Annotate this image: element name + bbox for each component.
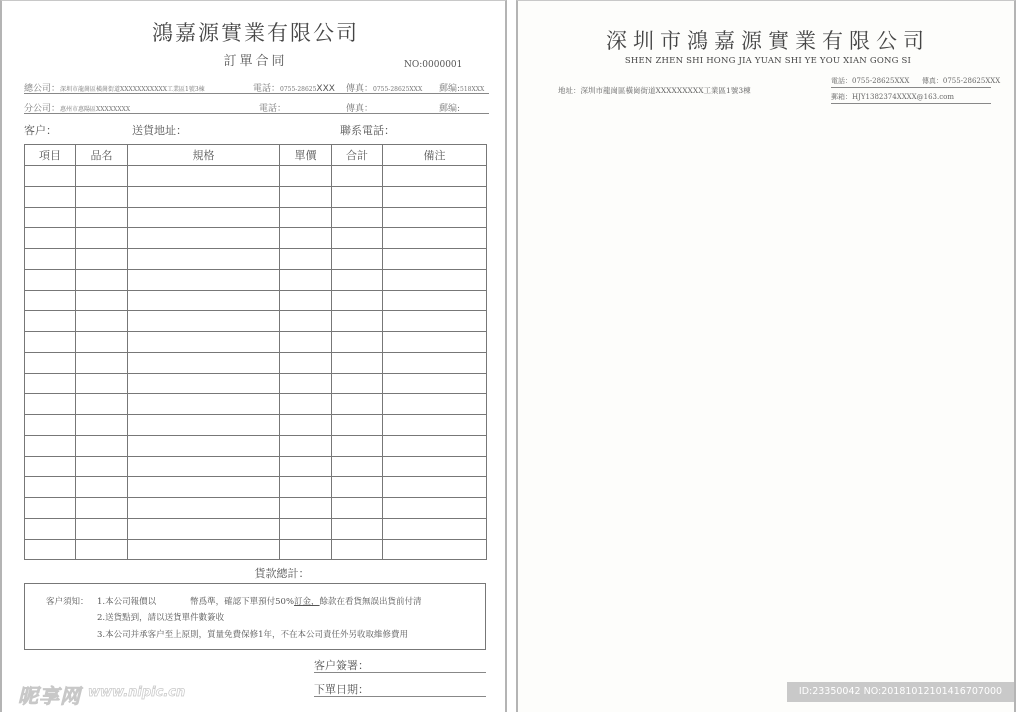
column-header-item: 項目 xyxy=(25,145,76,166)
table-cell xyxy=(128,477,280,498)
table-row xyxy=(25,290,487,311)
table-cell xyxy=(280,518,332,539)
head-office-group xyxy=(24,81,205,94)
table-cell xyxy=(383,352,487,373)
delivery-address-label: 送貨地址： xyxy=(132,124,187,137)
table-cell xyxy=(332,249,383,270)
table-cell xyxy=(128,415,280,436)
table-cell xyxy=(76,539,128,560)
table-cell xyxy=(76,311,128,332)
head-office-phone-group xyxy=(253,81,335,94)
table-row xyxy=(25,435,487,456)
branch-phone-label: 電話： xyxy=(259,104,287,114)
table-cell xyxy=(383,166,487,187)
table-row xyxy=(25,477,487,498)
table-cell xyxy=(280,290,332,311)
note-line-3: 3.本公司并承客户至上原則，質量免費保修1年，不在本公司責任外另收取維修費用 xyxy=(97,630,409,640)
watermark-url: www.nipic.cn xyxy=(88,685,186,700)
table-cell xyxy=(76,186,128,207)
postcode-label: 郵编: xyxy=(439,84,461,94)
table-cell xyxy=(280,311,332,332)
table-cell xyxy=(25,394,76,415)
table-cell xyxy=(280,477,332,498)
table-cell xyxy=(332,435,383,456)
table-cell xyxy=(76,373,128,394)
table-cell xyxy=(332,207,383,228)
column-header-specification: 規格 xyxy=(128,145,280,166)
table-cell xyxy=(332,166,383,187)
table-cell xyxy=(25,332,76,353)
table-cell xyxy=(25,311,76,332)
table-cell xyxy=(76,207,128,228)
column-header-subtotal: 合計 xyxy=(332,145,383,166)
table-cell xyxy=(76,477,128,498)
table-row xyxy=(25,269,487,290)
branch-fax-label: 傳真： xyxy=(346,104,374,114)
phone-label: 電話： xyxy=(831,77,852,85)
table-cell xyxy=(76,435,128,456)
table-cell xyxy=(128,539,280,560)
table-cell xyxy=(76,394,128,415)
table-cell xyxy=(280,373,332,394)
table-cell xyxy=(383,249,487,270)
table-cell xyxy=(128,352,280,373)
head-office-postcode-group xyxy=(439,81,484,94)
table-cell xyxy=(128,269,280,290)
table-cell xyxy=(280,394,332,415)
table-cell xyxy=(25,352,76,373)
table-row xyxy=(25,498,487,519)
order-date-label: 下單日期： xyxy=(314,683,369,696)
table-cell xyxy=(332,373,383,394)
table-cell xyxy=(76,498,128,519)
table-cell xyxy=(76,352,128,373)
document-number: NO:0000001 xyxy=(404,60,463,70)
table-cell xyxy=(280,269,332,290)
table-cell xyxy=(128,228,280,249)
customer-label: 客户： xyxy=(24,124,57,137)
fax-value: 0755-28625XXX xyxy=(942,77,1001,85)
table-cell xyxy=(25,477,76,498)
table-header-row xyxy=(25,145,487,166)
table-cell xyxy=(332,186,383,207)
table-cell xyxy=(383,228,487,249)
table-cell xyxy=(280,166,332,187)
table-cell xyxy=(332,332,383,353)
table-cell xyxy=(383,269,487,290)
branch-office-label: 分公司： xyxy=(24,104,61,114)
table-row xyxy=(25,332,487,353)
order-table xyxy=(24,144,487,560)
table-row xyxy=(25,228,487,249)
table-cell xyxy=(128,249,280,270)
company-title: 鴻嘉源實業有限公司 xyxy=(152,21,359,45)
table-row xyxy=(25,394,487,415)
branch-postcode-label: 郵编: xyxy=(439,104,461,114)
table-cell xyxy=(280,498,332,519)
phone-label: 電話： xyxy=(253,84,281,94)
table-cell xyxy=(383,394,487,415)
note-1-deposit: 訂金， xyxy=(294,597,320,607)
table-cell xyxy=(332,456,383,477)
table-cell xyxy=(280,332,332,353)
table-cell xyxy=(383,290,487,311)
table-cell xyxy=(76,415,128,436)
table-cell xyxy=(280,228,332,249)
document-title: 訂單合同 xyxy=(223,54,288,69)
table-cell xyxy=(76,166,128,187)
table-cell xyxy=(383,415,487,436)
table-cell xyxy=(332,394,383,415)
letterhead-company-pinyin: SHEN ZHEN SHI HONG JIA YUAN SHI YE YOU XIAN GONG SI xyxy=(624,56,912,66)
table-cell xyxy=(76,249,128,270)
table-cell xyxy=(383,498,487,519)
table-cell xyxy=(332,311,383,332)
table-cell xyxy=(25,166,76,187)
email-value: HJY1382374XXXX@163.com xyxy=(852,93,954,101)
total-amount-label: 貨款總計： xyxy=(254,567,310,580)
table-cell xyxy=(128,290,280,311)
table-cell xyxy=(383,207,487,228)
column-header-unit-price: 單價 xyxy=(280,145,332,166)
table-cell xyxy=(128,311,280,332)
table-cell xyxy=(332,415,383,436)
table-cell xyxy=(332,290,383,311)
table-cell xyxy=(76,269,128,290)
table-row xyxy=(25,249,487,270)
branch-office-address: 惠州市惠陽區XXXXXXXX xyxy=(60,106,131,113)
phone-value: 0755-28625 xyxy=(280,86,317,93)
head-office-address: 深圳市龍崗區橫崗街道XXXXXXXXXXX工業區1號3棟 xyxy=(60,86,205,93)
letterhead-email-line xyxy=(831,92,991,104)
postcode-value: 518XXX xyxy=(460,86,485,93)
table-cell xyxy=(128,394,280,415)
table-cell xyxy=(128,166,280,187)
branch-office-line xyxy=(24,99,489,114)
table-row xyxy=(25,166,487,187)
table-cell xyxy=(76,228,128,249)
table-cell xyxy=(332,477,383,498)
head-office-line xyxy=(24,79,489,94)
table-row xyxy=(25,415,487,436)
phone-value: 0755-28625XXX xyxy=(852,77,910,85)
table-cell xyxy=(332,498,383,519)
table-cell xyxy=(383,456,487,477)
table-cell xyxy=(128,498,280,519)
table-cell xyxy=(25,373,76,394)
note-1-part-a: 1.本公司報價以 xyxy=(97,597,157,607)
fax-value: 0755-28625XXX xyxy=(373,86,423,93)
order-contract-page xyxy=(0,0,507,712)
table-cell xyxy=(383,332,487,353)
table-row xyxy=(25,352,487,373)
table-cell xyxy=(332,539,383,560)
table-cell xyxy=(128,332,280,353)
table-cell xyxy=(25,498,76,519)
table-cell xyxy=(280,352,332,373)
table-cell xyxy=(25,207,76,228)
image-id-badge: ID:23350042 NO:20181012101416707000 xyxy=(787,682,1014,702)
table-cell xyxy=(128,373,280,394)
fax-label: 傳真： xyxy=(346,84,374,94)
note-1-part-b: 幣爲準，確認下單預付50% xyxy=(190,597,295,607)
address-label: 地址： xyxy=(558,86,581,95)
table-cell xyxy=(25,228,76,249)
column-header-product-name: 品名 xyxy=(76,145,128,166)
table-cell xyxy=(383,311,487,332)
table-cell xyxy=(128,435,280,456)
table-row xyxy=(25,373,487,394)
table-cell xyxy=(128,186,280,207)
table-cell xyxy=(76,332,128,353)
letterhead-page xyxy=(516,0,1016,712)
table-cell xyxy=(128,456,280,477)
table-row xyxy=(25,311,487,332)
customer-signature-label: 客户簽署： xyxy=(314,659,369,672)
letterhead-phone-fax-line xyxy=(831,76,1001,88)
order-date-field xyxy=(314,681,486,697)
table-cell xyxy=(128,207,280,228)
table-cell xyxy=(280,456,332,477)
table-row xyxy=(25,456,487,477)
table-cell xyxy=(25,518,76,539)
head-office-fax-group xyxy=(346,81,422,94)
table-cell xyxy=(332,269,383,290)
table-row xyxy=(25,207,487,228)
email-label: 郵箱： xyxy=(831,93,852,101)
table-cell xyxy=(332,352,383,373)
customer-notes-box xyxy=(24,583,486,650)
phone-suffix: XXX xyxy=(316,84,335,94)
table-cell xyxy=(383,435,487,456)
table-cell xyxy=(280,249,332,270)
table-cell xyxy=(25,456,76,477)
table-cell xyxy=(383,186,487,207)
note-1-part-c: 餘款在看貨無誤出貨前付清 xyxy=(319,597,422,607)
table-cell xyxy=(280,435,332,456)
table-cell xyxy=(383,518,487,539)
table-cell xyxy=(128,518,280,539)
letterhead-company-title: 深圳市鴻嘉源實業有限公司 xyxy=(606,29,930,53)
table-cell xyxy=(280,186,332,207)
head-office-label: 總公司： xyxy=(24,84,61,94)
table-cell xyxy=(280,415,332,436)
table-cell xyxy=(25,186,76,207)
contact-phone-label: 聯系電話： xyxy=(340,124,395,137)
fax-label: 傳真： xyxy=(921,77,943,85)
notes-label: 客户須知： xyxy=(46,597,89,607)
table-cell xyxy=(280,539,332,560)
table-cell xyxy=(383,477,487,498)
letterhead-address xyxy=(558,85,751,96)
note-line-2: 2.送貨點到，請以送貨單件數簽收 xyxy=(97,613,225,623)
table-row xyxy=(25,539,487,560)
table-cell xyxy=(25,249,76,270)
table-row xyxy=(25,186,487,207)
table-cell xyxy=(25,539,76,560)
table-cell xyxy=(280,207,332,228)
table-cell xyxy=(383,539,487,560)
customer-signature-field xyxy=(314,657,486,673)
table-cell xyxy=(383,373,487,394)
column-header-remarks: 備注 xyxy=(383,145,487,166)
address-value: 深圳市龍崗區橫崗街道XXXXXXXXX工業區1號3棟 xyxy=(580,86,751,95)
table-cell xyxy=(76,518,128,539)
table-cell xyxy=(25,269,76,290)
table-row xyxy=(25,518,487,539)
note-line-1 xyxy=(97,595,422,607)
watermark-logo: 昵享网 xyxy=(18,684,81,708)
table-cell xyxy=(25,290,76,311)
branch-office-group xyxy=(24,101,130,114)
table-cell xyxy=(332,228,383,249)
table-cell xyxy=(25,435,76,456)
table-cell xyxy=(25,415,76,436)
table-cell xyxy=(76,290,128,311)
table-cell xyxy=(76,456,128,477)
table-cell xyxy=(332,518,383,539)
